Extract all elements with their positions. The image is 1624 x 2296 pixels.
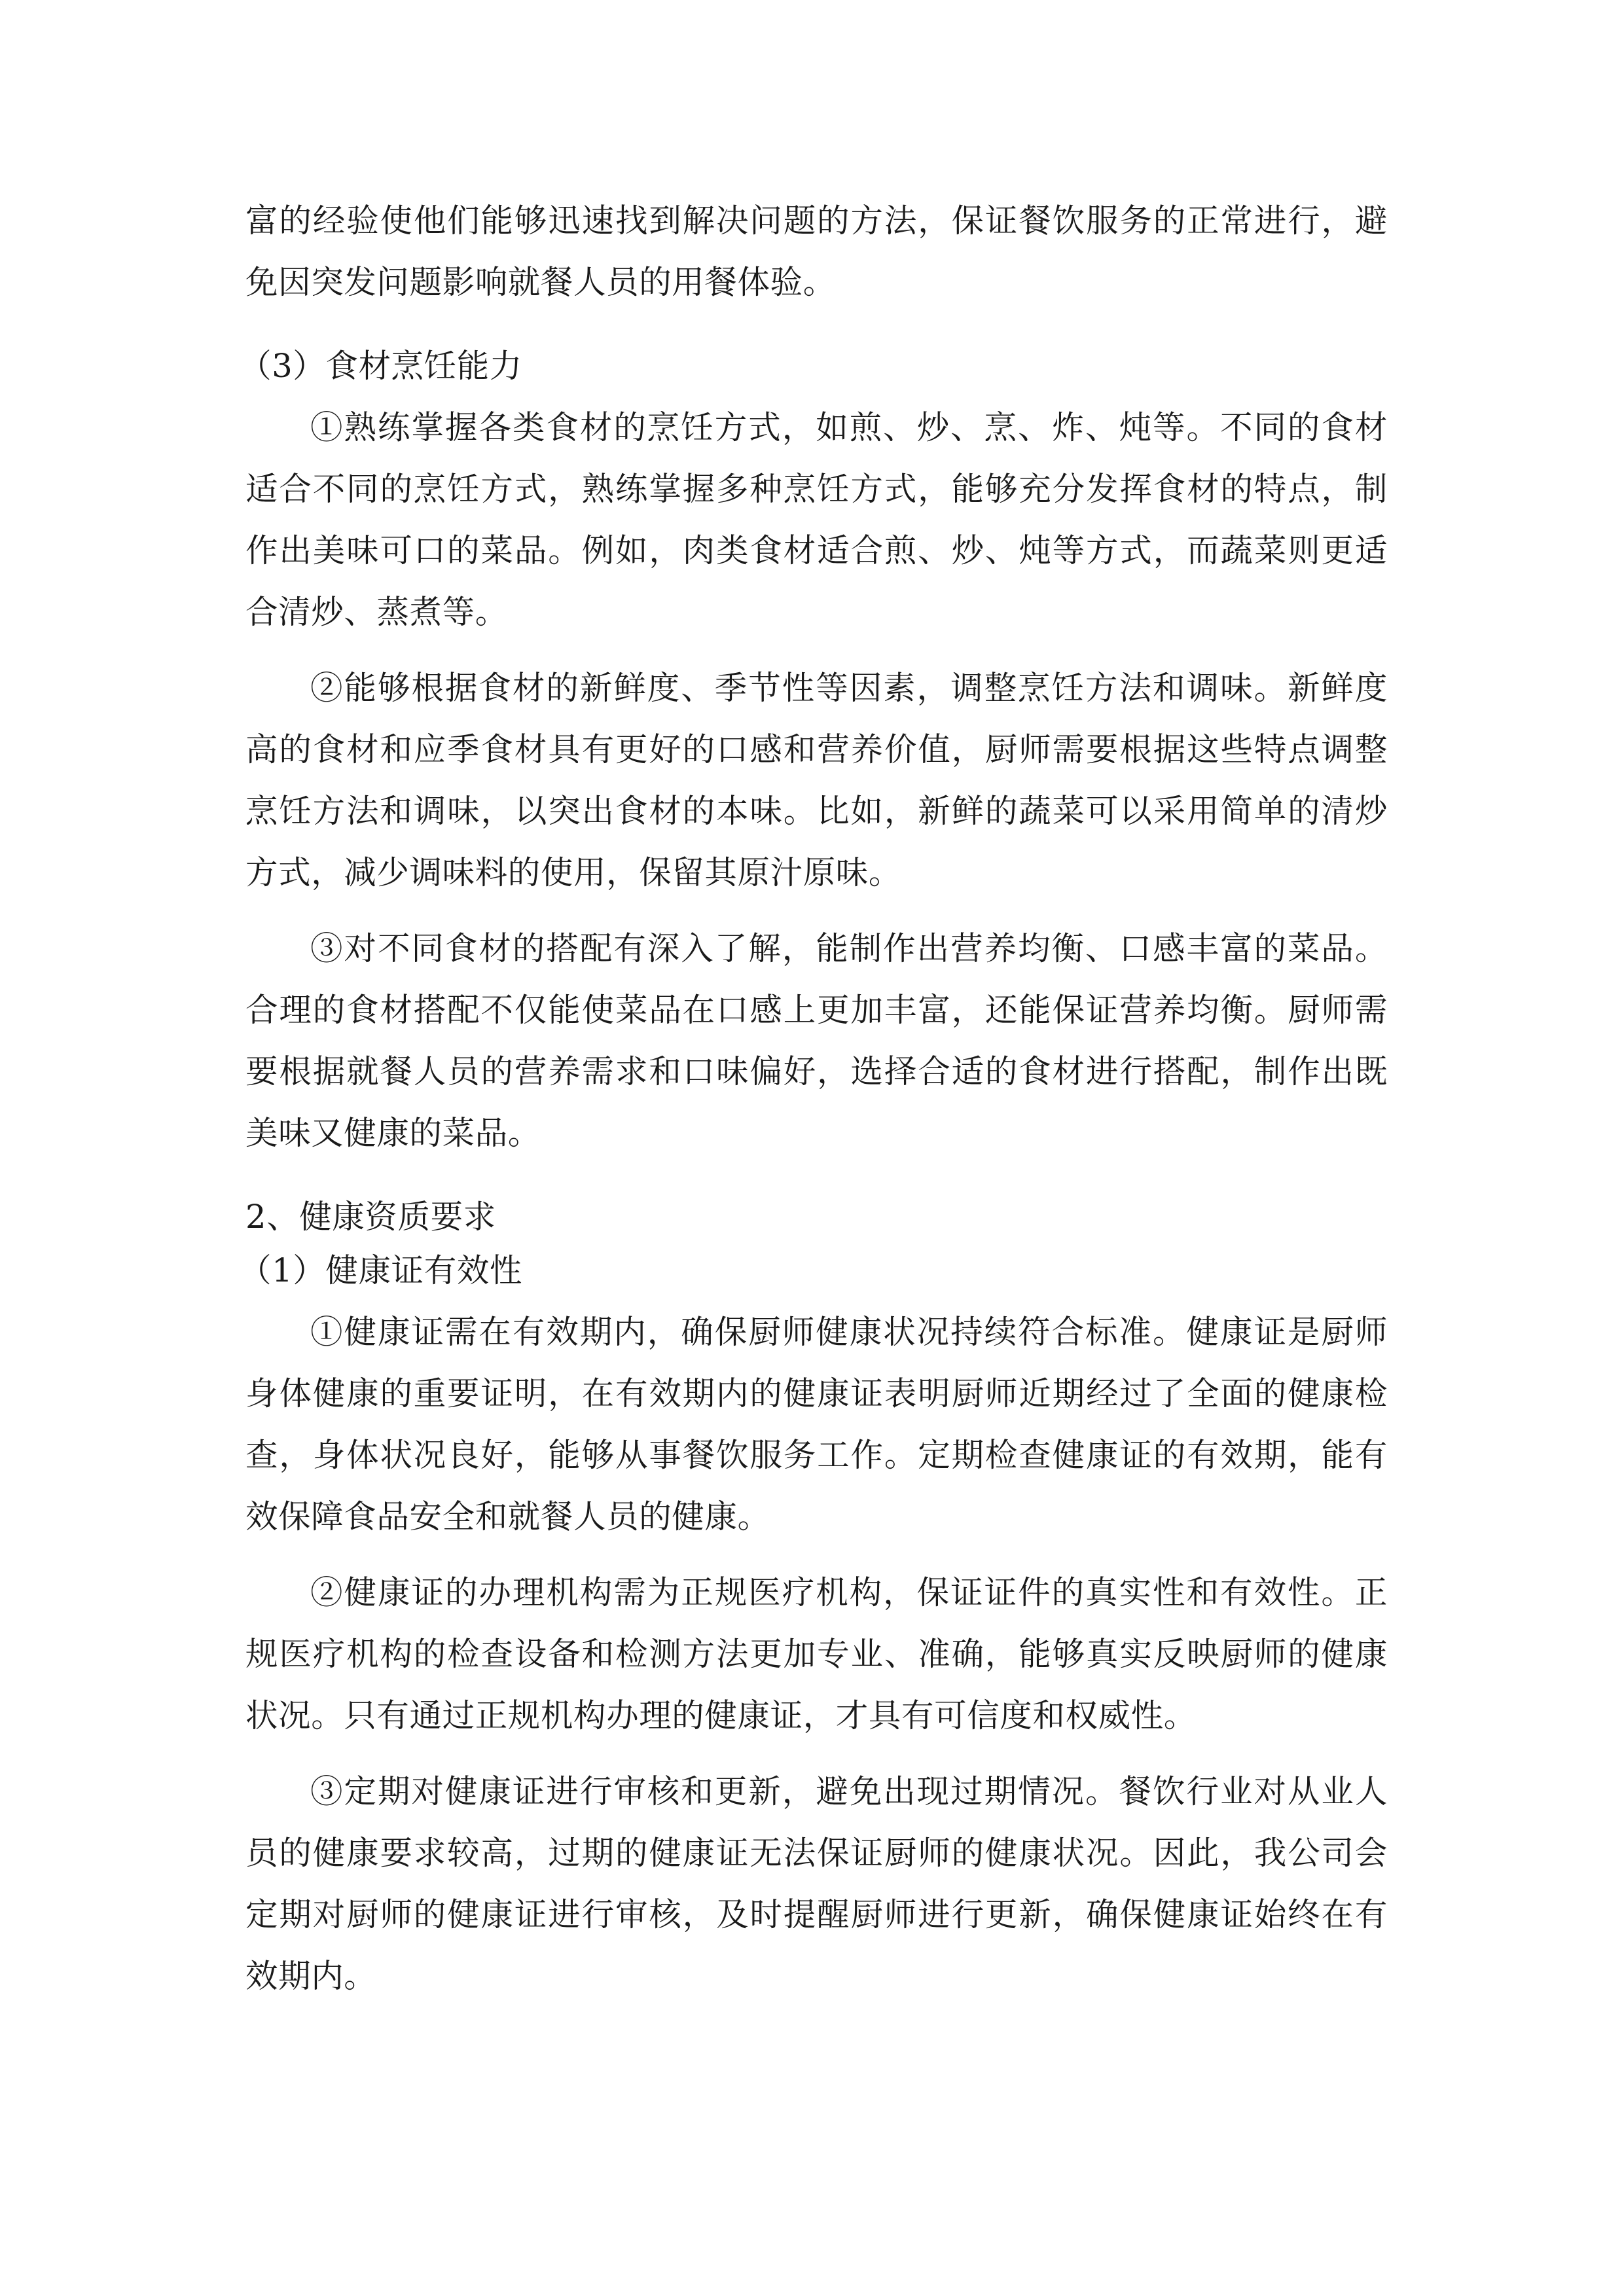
health-item-1: ①健康证需在有效期内，确保厨师健康状况持续符合标准。健康证是厨师身体健康的重要证明，在有效期内的健康证表明厨师近期经过了全面的健康检查，身体状况良好，能够从事餐饮服务工作。定期检查健康证的有效期，能有效保障食品安全和就餐人员的健康。 [245, 1313, 1388, 1535]
section-title-cooking-ability: （3）食材烹饪能力 [239, 347, 523, 385]
continued-paragraph: 富的经验使他们能够迅速找到解决问题的方法，保证餐饮服务的正常进行，避免因突发问题影响就餐人员的用餐体验。 [245, 202, 1388, 301]
health-item-2: ②健康证的办理机构需为正规医疗机构，保证证件的真实性和有效性。正规医疗机构的检查设备和检测方法更加专业、准确，能够真实反映厨师的健康状况。只有通过正规机构办理的健康证，才具有可信度和权威性。 [245, 1573, 1388, 1734]
health-item-3: ③定期对健康证进行审核和更新，避免出现过期情况。餐饮行业对从业人员的健康要求较高，过期的健康证无法保证厨师的健康状况。因此，我公司会定期对厨师的健康证进行审核，及时提醒厨师进行更新，确保健康证始终在有效期内。 [245, 1772, 1388, 1995]
chapter-title-health-qualification: 2、健康资质要求 [245, 1198, 496, 1236]
cooking-item-3: ③对不同食材的搭配有深入了解，能制作出营养均衡、口感丰富的菜品。合理的食材搭配不仅能使菜品在口感上更加丰富，还能保证营养均衡。厨师需要根据就餐人员的营养需求和口味偏好，选择合适的食材进行搭配，制作出既美味又健康的菜品。 [245, 929, 1388, 1152]
document-body [239, 190, 1388, 2007]
cooking-item-2: ②能够根据食材的新鲜度、季节性等因素，调整烹饪方法和调味。新鲜度高的食材和应季食材具有更好的口感和营养价值，厨师需要根据这些特点调整烹饪方法和调味，以突出食材的本味。比如，新鲜的蔬菜可以采用简单的清炒方式，减少调味料的使用，保留其原汁原味。 [245, 669, 1388, 891]
cooking-item-1: ①熟练掌握各类食材的烹饪方式，如煎、炒、烹、炸、炖等。不同的食材适合不同的烹饪方式，熟练掌握多种烹饪方式，能够充分发挥食材的特点，制作出美味可口的菜品。例如，肉类食材适合煎、炒、炖等方式，而蔬菜则更适合清炒、蒸煮等。 [245, 408, 1388, 631]
subsection-title-health-certificate: （1）健康证有效性 [239, 1251, 523, 1289]
